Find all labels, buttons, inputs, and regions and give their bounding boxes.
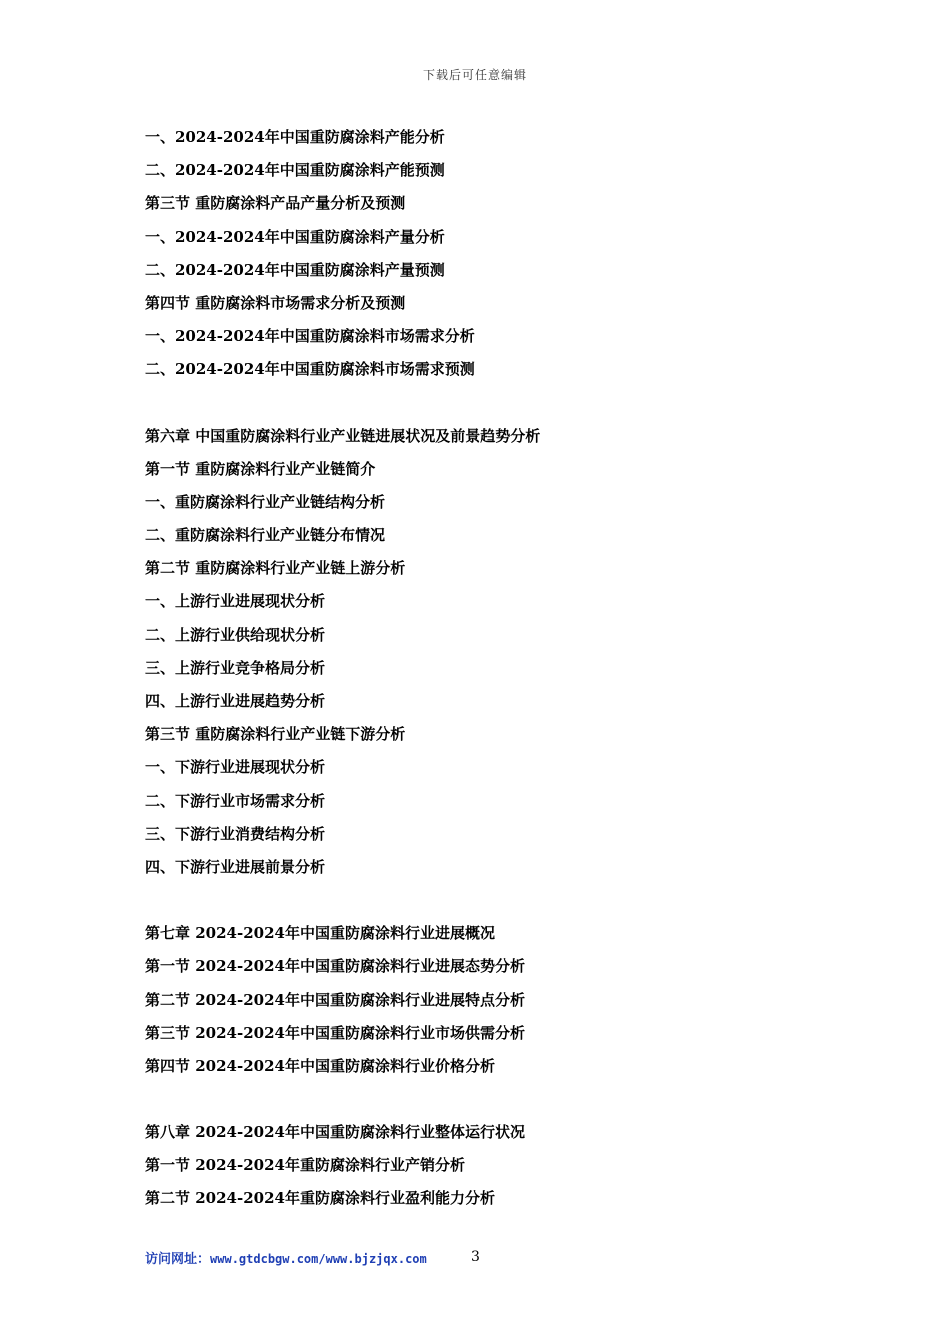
toc-entry: 第二节 2024-2024年中国重防腐涂料行业进展特点分析 [145, 990, 525, 1009]
page-footer [145, 1248, 427, 1267]
toc-entry: 一、2024-2024年中国重防腐涂料市场需求分析 [145, 327, 475, 346]
page-number: 3 [471, 1249, 480, 1265]
toc-entry: 四、上游行业进展趋势分析 [145, 692, 326, 710]
toc-entry: 二、下游行业市场需求分析 [145, 791, 326, 810]
toc-entry: 三、上游行业竞争格局分析 [145, 658, 326, 677]
toc-entry: 二、2024-2024年中国重防腐涂料产能预测 [145, 161, 445, 180]
toc-entry: 一、下游行业进展现状分析 [145, 758, 326, 777]
toc-entry: 第四节 重防腐涂料市场需求分析及预测 [145, 293, 406, 312]
toc-entry: 二、重防腐涂料行业产业链分布情况 [145, 526, 386, 545]
toc-entry: 二、上游行业供给现状分析 [145, 625, 326, 644]
toc-entry: 第二节 重防腐涂料行业产业链上游分析 [145, 559, 406, 578]
toc-entry: 第二节 2024-2024年重防腐涂料行业盈利能力分析 [145, 1189, 495, 1208]
toc-entry: 第三节 重防腐涂料行业产业链下游分析 [145, 725, 406, 744]
toc-chapter-heading: 第八章 2024-2024年中国重防腐涂料行业整体运行状况 [145, 1123, 525, 1142]
toc-entry: 二、2024-2024年中国重防腐涂料产量预测 [145, 260, 445, 279]
toc-entry: 一、2024-2024年中国重防腐涂料产量分析 [145, 227, 445, 246]
toc-group-chapter6 [145, 423, 845, 888]
toc-entry: 一、重防腐涂料行业产业链结构分析 [145, 492, 386, 511]
toc-group-chapter8 [145, 1119, 845, 1219]
toc-chapter-heading: 第六章 中国重防腐涂料行业产业链进展状况及前景趋势分析 [145, 426, 541, 445]
toc-entry: 第一节 重防腐涂料行业产业链简介 [145, 459, 376, 478]
blank-line [145, 887, 845, 920]
footer-url-link[interactable]: www.gtdcbgw.com/www.bjzjqx.com [210, 1252, 427, 1266]
toc-group-chapter7 [145, 920, 845, 1086]
toc-group-chapter5-continued [145, 124, 845, 390]
toc-entry: 第四节 2024-2024年中国重防腐涂料行业价格分析 [145, 1056, 495, 1075]
toc-entry: 二、2024-2024年中国重防腐涂料市场需求预测 [145, 360, 475, 379]
toc-entry: 一、上游行业进展现状分析 [145, 592, 326, 611]
toc-entry: 一、2024-2024年中国重防腐涂料产能分析 [145, 128, 445, 146]
toc-entry: 三、下游行业消费结构分析 [145, 824, 326, 843]
toc-entry: 四、下游行业进展前景分析 [145, 857, 326, 876]
table-of-contents [145, 124, 845, 1219]
blank-line [145, 1086, 845, 1119]
toc-entry: 第三节 2024-2024年中国重防腐涂料行业市场供需分析 [145, 1023, 525, 1042]
page-header-note: 下载后可任意编辑 [422, 68, 527, 82]
toc-entry: 第一节 2024-2024年重防腐涂料行业产销分析 [145, 1156, 465, 1175]
footer-url-label: 访问网址： [145, 1252, 211, 1267]
toc-entry: 第一节 2024-2024年中国重防腐涂料行业进展态势分析 [145, 957, 525, 976]
toc-entry: 第三节 重防腐涂料产品产量分析及预测 [145, 194, 406, 213]
toc-chapter-heading: 第七章 2024-2024年中国重防腐涂料行业进展概况 [145, 924, 495, 943]
blank-line [145, 390, 845, 423]
